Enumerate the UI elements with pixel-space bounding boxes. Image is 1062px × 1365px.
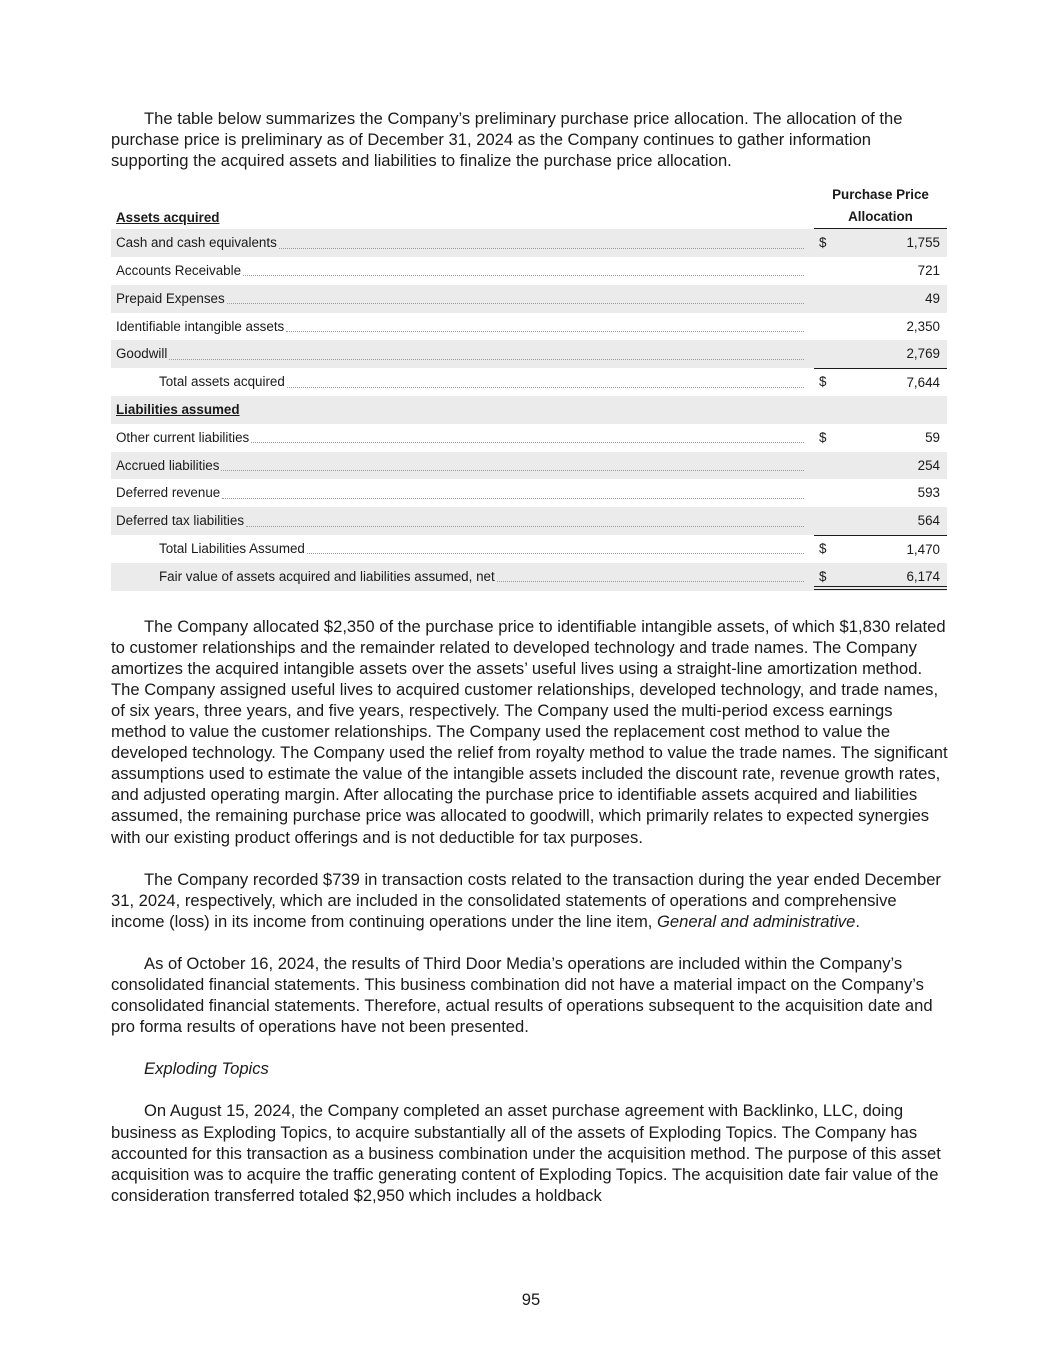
- assets-acquired-header: Assets acquired: [116, 210, 220, 226]
- table-header: [111, 179, 949, 229]
- table-row: [111, 340, 949, 368]
- row-label: Accounts Receivable: [116, 263, 242, 279]
- row-label: Accrued liabilities: [116, 457, 220, 473]
- row-value: 2,769: [906, 346, 940, 362]
- row-label: Deferred tax liabilities: [116, 513, 245, 529]
- transaction-costs-paragraph: [111, 869, 949, 932]
- table-row-net-total: [111, 563, 949, 591]
- table-row: [111, 257, 949, 285]
- exploding-topics-paragraph: On August 15, 2024, the Company completed an asset purchase agreement with Backlinko, LLC, doing business as Exploding Topics, to acquire substantially all of the assets of Exploding Topics. The Company has accounted for this transaction as a business combination under the acquisition method. The purpose of this asset acquisition was to acquire the traffic generating content of Exploding Topics. The acquisition date fair value of the consideration transferred totaled $2,950 which includes a holdback: [111, 1101, 941, 1205]
- row-label: Goodwill: [116, 346, 168, 362]
- transaction-costs-text: The Company recorded $739 in transaction costs related to the transaction during the year ended December 31, 2024, respectively, which are included in the consolidated statements of operations and comprehensive income (loss) in its income from continuing operations under the line item,: [111, 869, 941, 931]
- table-section-row: [111, 396, 949, 424]
- row-value: 721: [917, 263, 940, 279]
- table-row: [111, 424, 949, 452]
- column-header-line1: Purchase Price: [832, 187, 929, 203]
- row-label: Identifiable intangible assets: [116, 318, 285, 334]
- row-value: 2,350: [906, 318, 940, 334]
- row-label: Total Liabilities Assumed: [159, 541, 305, 557]
- table-row: [111, 285, 949, 313]
- table-row-total: [111, 535, 949, 563]
- row-value: 1,470: [906, 542, 940, 558]
- row-label: Other current liabilities: [116, 429, 250, 445]
- row-label: Prepaid Expenses: [116, 290, 225, 306]
- row-value: 7,644: [906, 375, 940, 391]
- page-number: 95: [521, 1290, 541, 1309]
- row-value: 6,174: [906, 568, 940, 584]
- row-value: 59: [925, 429, 940, 445]
- table-row: [111, 313, 949, 341]
- row-value: 564: [917, 513, 940, 529]
- exploding-topics-heading: Exploding Topics: [144, 1059, 269, 1079]
- row-value: 254: [917, 457, 940, 473]
- liabilities-assumed-header: Liabilities assumed: [116, 402, 240, 418]
- dollar-sign: $: [819, 235, 827, 251]
- results-paragraph: As of October 16, 2024, the results of Third Door Media’s operations are included within the Company’s consolidated financial statements. This business combination did not have a material impact on the Company’s consolidated financial statements. Therefore, actual results of operations subsequent to the acquisition date and pro forma results of operations have not been presented.: [111, 953, 933, 1037]
- row-label: Deferred revenue: [116, 485, 221, 501]
- dollar-sign: $: [819, 541, 827, 557]
- column-header-line2: Allocation: [848, 209, 913, 225]
- table-row: [111, 507, 949, 535]
- transaction-costs-end: .: [855, 911, 860, 931]
- line-item-name: General and administrative: [657, 911, 856, 931]
- dollar-sign: $: [819, 374, 827, 390]
- intro-paragraph: The table below summarizes the Company’s preliminary purchase price allocation. The allocation of the purchase price is preliminary as of December 31, 2024 as the Company continues to gather information supporting the acquired assets and liabilities to finalize the purchase price allocation.: [111, 109, 903, 171]
- row-label: Fair value of assets acquired and liabilities assumed, net: [159, 568, 495, 584]
- row-value: 1,755: [906, 235, 940, 251]
- dollar-sign: $: [819, 568, 827, 584]
- table-row: [111, 452, 949, 480]
- table-row: [111, 229, 949, 257]
- column-header: [814, 184, 947, 229]
- row-value: 49: [925, 290, 940, 306]
- purchase-price-allocation-table: [111, 179, 949, 590]
- document-page: [111, 108, 949, 1206]
- table-row: [111, 479, 949, 507]
- dollar-sign: $: [819, 429, 827, 445]
- table-row-total: [111, 368, 949, 396]
- row-label: Total assets acquired: [159, 374, 285, 390]
- row-value: 593: [917, 485, 940, 501]
- row-label: Cash and cash equivalents: [116, 235, 277, 251]
- intangibles-paragraph: The Company allocated $2,350 of the purchase price to identifiable intangible assets, of which $1,830 related to customer relationships and the remainder related to developed technology and trade names. The Company amortizes the acquired intangible assets over the assets’ useful lives using a straight-line amortization method. The Company assigned useful lives to acquired customer relationships, developed technology, and trade names, of six years, three years, and five years, respectively. The Company used the multi-period excess earnings method to value the customer relationships. The Company used the replacement cost method to value the developed technology. The Company used the relief from royalty method to value the trade names. The significant assumptions used to estimate the value of the intangible assets included the discount rate, revenue growth rates, and adjusted operating margin. After allocating the purchase price to identifiable assets acquired and liabilities assumed, the remaining purchase price was allocated to goodwill, which primarily relates to expected synergies with our existing product offerings and is not deductible for tax purposes.: [111, 616, 948, 847]
